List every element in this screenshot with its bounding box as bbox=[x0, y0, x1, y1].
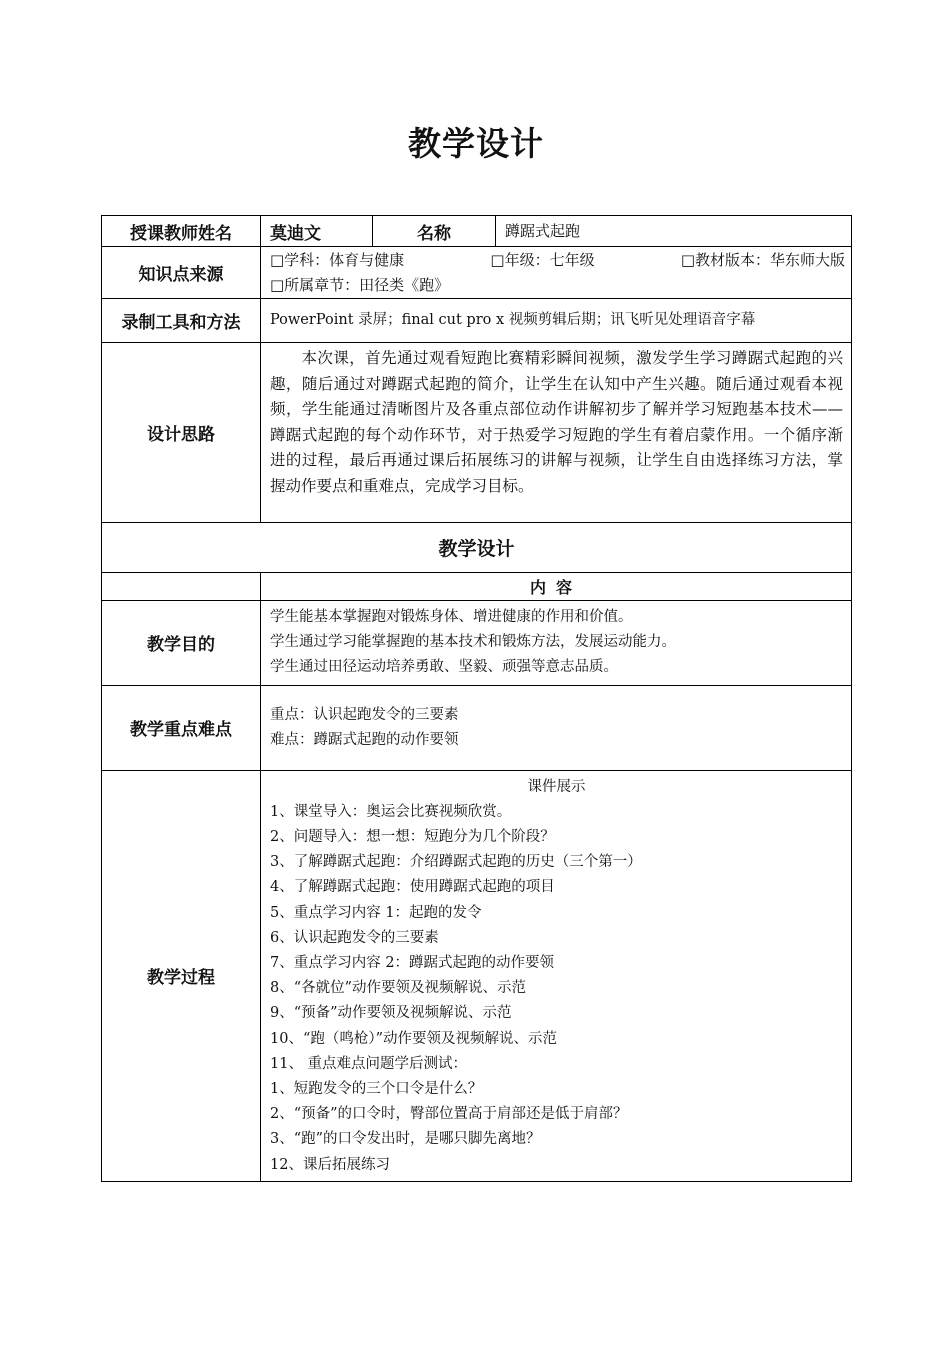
process-line: 8、“各就位”动作要领及视频解说、示范 bbox=[270, 980, 527, 997]
teacher-name: 莫迪文 bbox=[261, 216, 373, 247]
goals-line: 学生通过田径运动培养勇敢、坚毅、顽强等意志品质。 bbox=[270, 659, 618, 676]
goals-content bbox=[261, 600, 852, 685]
tools-value: PowerPoint 录屏；final cut pro x 视频剪辑后期；讯飞听见处理语音字幕 bbox=[261, 299, 852, 343]
goals-line: 学生通过学习能掌握跑的基本技术和锻炼方法，发展运动能力。 bbox=[270, 634, 676, 651]
keypoint-line: 重点：认识起跑发令的三要素 bbox=[270, 706, 459, 723]
process-line: 6、认识起跑发令的三要素 bbox=[270, 929, 439, 946]
process-label: 教学过程 bbox=[102, 770, 261, 1181]
design-text: 本次课，首先通过观看短跑比赛精彩瞬间视频，激发学生学习蹲踞式起跑的兴趣，随后通过对蹲踞式起跑的简介，让学生在认知中产生兴趣。随后通过观看本视频，学生能通过清晰图片及各重点部位动作讲解初步了解并学习短跑基本技术——蹲踞式起跑的每个动作环节，对于热爱学习短跑的学生有着启蒙作用。一个循序渐进的过程，最后再通过课后拓展练习的讲解与视频，让学生自由选择练习方法，掌握动作要点和重难点，完成学习目标。 bbox=[270, 349, 843, 495]
goals-row bbox=[102, 600, 852, 685]
process-line: 4、了解蹲踞式起跑：使用蹲踞式起跑的项目 bbox=[270, 879, 555, 896]
process-line: 12、课后拓展练习 bbox=[270, 1156, 390, 1173]
design-text-cell bbox=[261, 343, 852, 523]
teacher-label: 授课教师姓名 bbox=[102, 216, 261, 247]
keypoints-content bbox=[261, 685, 852, 770]
keypoints-label: 教学重点难点 bbox=[102, 685, 261, 770]
process-line: 2、问题导入：想一想：短跑分为几个阶段？ bbox=[270, 828, 555, 845]
source-row bbox=[102, 247, 852, 299]
goals-line: 学生能基本掌握跑对锻炼身体、增进健康的作用和价值。 bbox=[270, 609, 633, 626]
process-line: 3、“跑”的口令发出时，是哪只脚先离地？ bbox=[270, 1131, 541, 1148]
section-title: 教学设计 bbox=[102, 522, 852, 572]
source-subject: □学科：体育与健康 bbox=[270, 250, 405, 269]
page-title: 教学设计 bbox=[408, 124, 544, 163]
source-grade: □年级：七年级 bbox=[490, 250, 595, 269]
design-label: 设计思路 bbox=[102, 343, 261, 523]
process-heading: 课件展示 bbox=[527, 778, 586, 795]
process-row bbox=[102, 770, 852, 1181]
process-line: 1、课堂导入：奥运会比赛视频欣赏。 bbox=[270, 803, 512, 820]
name-label: 名称 bbox=[373, 216, 496, 247]
source-chapter: □所属章节：田径类《跑》 bbox=[270, 275, 450, 294]
process-line: 2、“预备”的口令时，臀部位置高于肩部还是低于肩部？ bbox=[270, 1106, 628, 1123]
section-row bbox=[102, 522, 852, 572]
content-header-empty bbox=[102, 572, 261, 600]
goals-label: 教学目的 bbox=[102, 600, 261, 685]
process-line: 7、重点学习内容 2：蹲踞式起跑的动作要领 bbox=[270, 954, 555, 971]
source-value bbox=[261, 247, 852, 299]
process-line: 3、了解蹲踞式起跑：介绍蹲踞式起跑的历史（三个第一） bbox=[270, 854, 642, 871]
content-header-row bbox=[102, 572, 852, 600]
process-line: 5、重点学习内容 1：起跑的发令 bbox=[270, 904, 482, 921]
keypoint-line: 难点：蹲踞式起跑的动作要领 bbox=[270, 731, 459, 748]
name-value: 蹲踞式起跑 bbox=[496, 216, 852, 247]
content-header: 内容 bbox=[261, 572, 852, 600]
keypoints-row bbox=[102, 685, 852, 770]
process-line: 9、“预备”动作要领及视频解说、示范 bbox=[270, 1005, 512, 1022]
process-line: 11、 重点难点问题学后测试： bbox=[270, 1055, 468, 1072]
source-label: 知识点来源 bbox=[102, 247, 261, 299]
design-row bbox=[102, 343, 852, 523]
process-line: 1、短跑发令的三个口令是什么？ bbox=[270, 1081, 483, 1097]
process-content bbox=[261, 770, 852, 1181]
process-line: 10、“跑（鸣枪）”动作要领及视频解说、示范 bbox=[270, 1030, 558, 1047]
source-edition: □教材版本：华东师大版 bbox=[680, 250, 845, 269]
lesson-design-table bbox=[101, 215, 852, 1182]
tools-row bbox=[102, 299, 852, 343]
teacher-row bbox=[102, 216, 852, 247]
tools-label: 录制工具和方法 bbox=[102, 299, 261, 343]
